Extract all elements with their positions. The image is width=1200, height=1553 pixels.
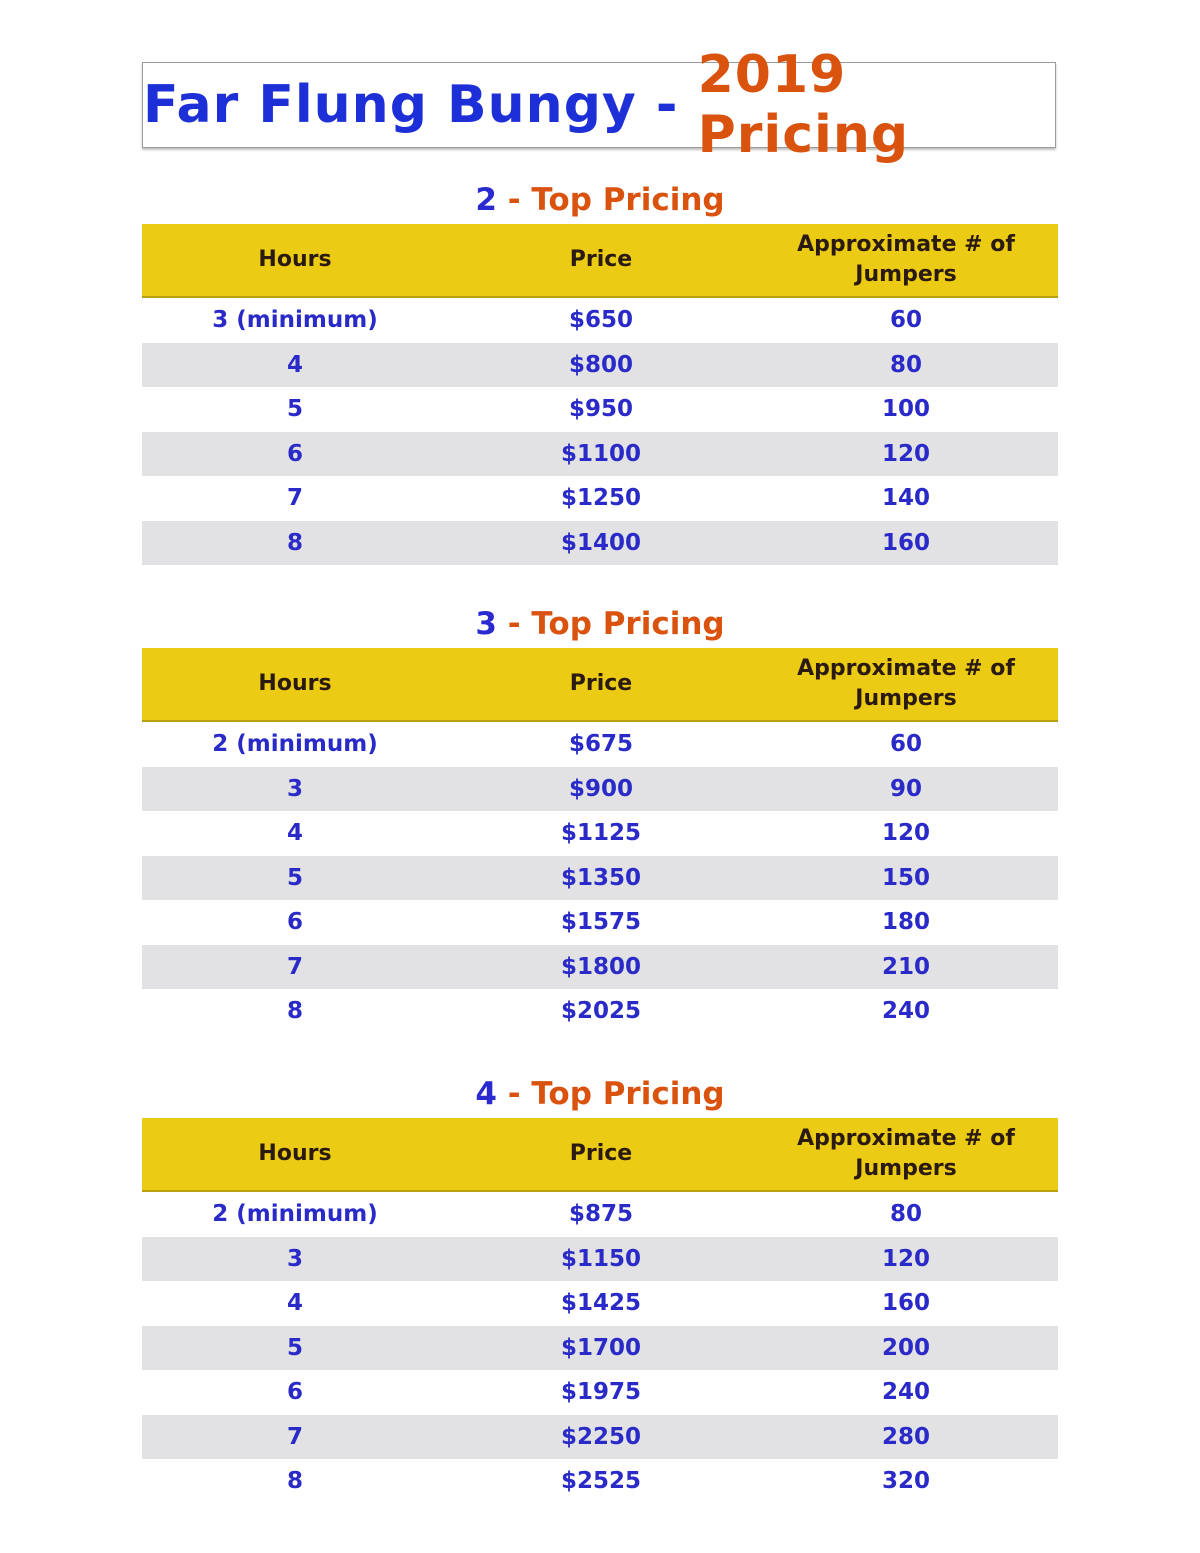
cell-price: $1400 [560,529,642,556]
table-row [142,1415,1058,1460]
cell-jumpers: 180 [881,909,930,936]
cell-hours: 5 [286,864,303,891]
cell-price: $1975 [560,1379,642,1406]
cell-hours: 5 [286,1334,303,1361]
section-heading [142,1070,1058,1118]
cell-jumpers: 200 [881,1334,930,1361]
cell-price: $1100 [560,440,642,467]
section-heading-number: 4 [475,1076,497,1112]
section-heading-text: - Top Pricing [496,1076,725,1112]
cell-hours: 5 [286,396,303,423]
cell-jumpers: 160 [881,529,930,556]
table-row [142,811,1058,856]
table-row [142,476,1058,521]
column-header-jumpers: Approximate # of Jumpers [797,656,1015,711]
cell-hours: 8 [286,998,303,1025]
cell-jumpers: 120 [881,820,930,847]
page-title [142,45,1056,165]
cell-hours: 7 [286,1423,303,1450]
cell-price: $900 [568,775,633,802]
section-heading [142,600,1058,648]
table-row [142,1326,1058,1371]
cell-price: $650 [568,307,633,334]
cell-jumpers: 80 [889,1201,922,1228]
table-row [142,387,1058,432]
cell-hours: 2 (minimum) [212,731,378,758]
table-row [142,1370,1058,1415]
table-row [142,900,1058,945]
table-row [142,1281,1058,1326]
table-row [142,521,1058,566]
cell-jumpers: 160 [881,1290,930,1317]
column-header-price: Price [569,247,633,272]
section-heading-text: - Top Pricing [496,606,725,642]
table-header [142,1118,1058,1192]
cell-price: $1250 [560,485,642,512]
cell-price: $1800 [560,953,642,980]
cell-hours: 8 [286,529,303,556]
cell-hours: 3 [286,1245,303,1272]
column-header-hours: Hours [258,671,332,696]
cell-hours: 7 [286,485,303,512]
pricing-section-3-top [142,600,1058,1034]
column-header-price: Price [569,1141,633,1166]
cell-jumpers: 100 [881,396,930,423]
cell-hours: 8 [286,1468,303,1495]
cell-hours: 6 [286,909,303,936]
table-row [142,432,1058,477]
cell-jumpers: 210 [881,953,930,980]
cell-hours: 4 [286,1290,303,1317]
cell-jumpers: 80 [889,351,922,378]
cell-jumpers: 120 [881,1245,930,1272]
section-heading [142,176,1058,224]
pricing-section-4-top [142,1070,1058,1504]
cell-price: $2250 [560,1423,642,1450]
cell-jumpers: 140 [881,485,930,512]
cell-jumpers: 120 [881,440,930,467]
cell-jumpers: 150 [881,864,930,891]
table-header [142,648,1058,722]
cell-price: $875 [568,1201,633,1228]
pricing-section-2-top [142,176,1058,565]
column-header-hours: Hours [258,247,332,272]
table-row [142,1192,1058,1237]
cell-hours: 3 [286,775,303,802]
cell-jumpers: 280 [881,1423,930,1450]
section-heading-number: 2 [475,182,497,218]
cell-price: $1125 [560,820,642,847]
cell-jumpers: 240 [881,998,930,1025]
cell-hours: 6 [286,1379,303,1406]
cell-price: $1425 [560,1290,642,1317]
cell-hours: 4 [286,820,303,847]
table-row [142,1459,1058,1504]
cell-price: $800 [568,351,633,378]
cell-price: $950 [568,396,633,423]
section-heading-text: - Top Pricing [496,182,725,218]
title-year: 2019 Pricing [697,45,910,165]
section-heading-number: 3 [475,606,497,642]
title-main: Far Flung Bungy - [143,75,698,135]
cell-price: $1575 [560,909,642,936]
table-row [142,767,1058,812]
cell-jumpers: 320 [881,1468,930,1495]
table-row [142,343,1058,388]
cell-jumpers: 60 [889,307,922,334]
column-header-price: Price [569,671,633,696]
cell-price: $1150 [560,1245,642,1272]
cell-price: $1350 [560,864,642,891]
column-header-hours: Hours [258,1141,332,1166]
column-header-jumpers: Approximate # of Jumpers [797,232,1015,287]
cell-price: $2025 [560,998,642,1025]
table-row [142,945,1058,990]
cell-hours: 2 (minimum) [212,1201,378,1228]
cell-price: $1700 [560,1334,642,1361]
cell-hours: 4 [286,351,303,378]
cell-hours: 7 [286,953,303,980]
table-header [142,224,1058,298]
cell-hours: 3 (minimum) [212,307,378,334]
column-header-jumpers: Approximate # of Jumpers [797,1126,1015,1181]
cell-jumpers: 60 [889,731,922,758]
table-row [142,856,1058,901]
table-row [142,722,1058,767]
cell-hours: 6 [286,440,303,467]
table-row [142,989,1058,1034]
table-row [142,298,1058,343]
cell-price: $2525 [560,1468,642,1495]
cell-price: $675 [568,731,633,758]
cell-jumpers: 90 [889,775,922,802]
table-row [142,1237,1058,1282]
cell-jumpers: 240 [881,1379,930,1406]
